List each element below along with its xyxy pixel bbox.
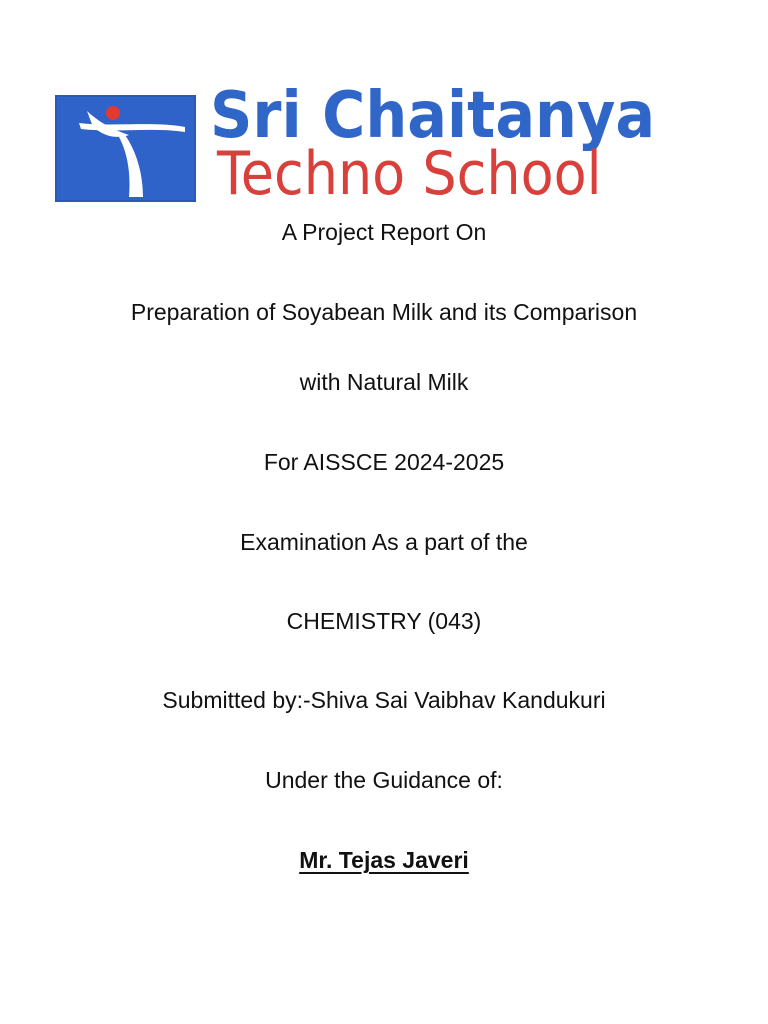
school-name-line1: Sri Chaitanya [210, 79, 656, 153]
subject: CHEMISTRY (043) [286, 608, 482, 634]
school-logo [55, 79, 705, 209]
exam-year: For AISSCE 2024-2025 [263, 449, 505, 475]
guide-name [0, 845, 768, 875]
submitted-by: Submitted by:-Shiva Sai Vaibhav Kandukuri [162, 687, 606, 713]
guidance-label: Under the Guidance of: [265, 767, 503, 793]
exam-part: Examination As a part of the [240, 529, 528, 555]
project-title-line2: with Natural Milk [299, 369, 469, 395]
guide-name-text: Mr. Tejas Javeri [299, 847, 469, 873]
report-heading: A Project Report On [281, 219, 487, 245]
school-emblem-icon [55, 95, 196, 202]
school-name-line2: Techno School [217, 139, 602, 209]
project-title-line1: Preparation of Soyabean Milk and its Comparison [130, 299, 638, 325]
